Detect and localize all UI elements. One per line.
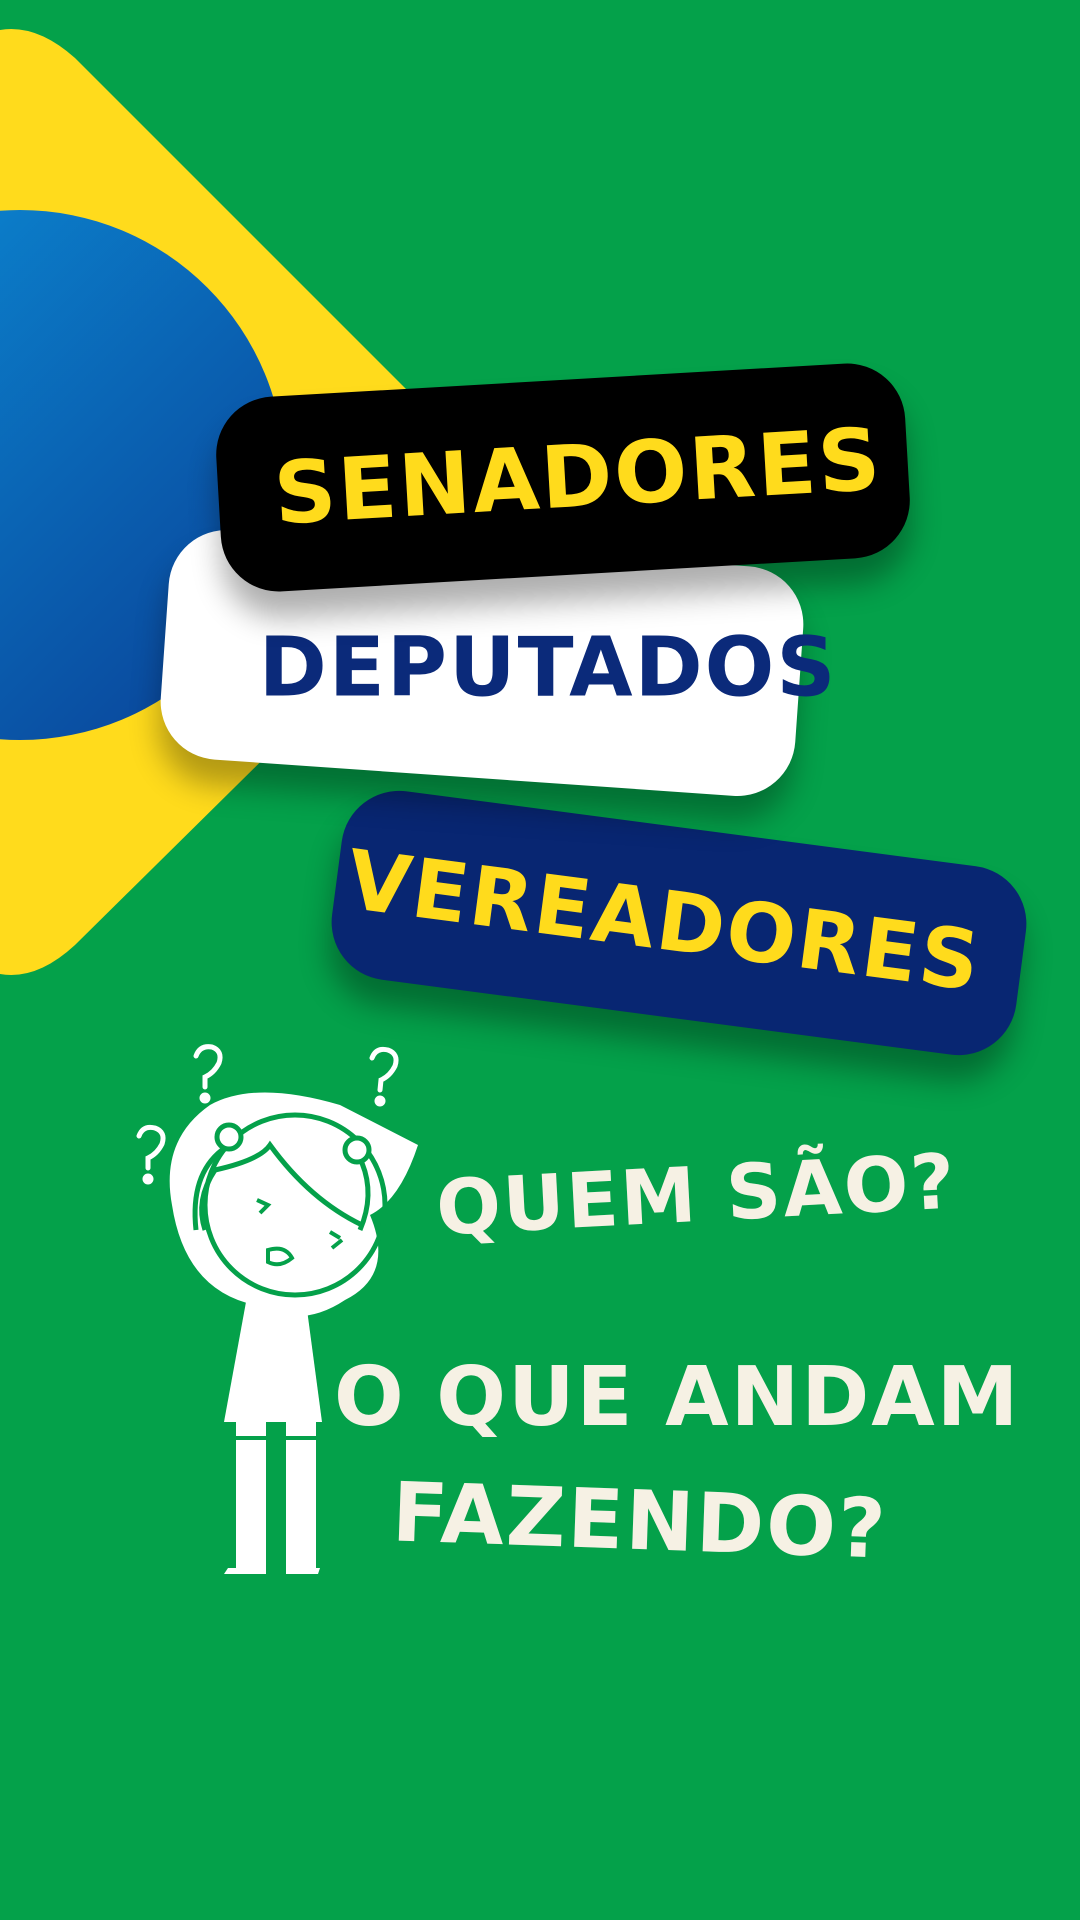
- person-head: [170, 1093, 418, 1317]
- senadores-label: SENADORES: [271, 409, 885, 545]
- person-body: [224, 1302, 322, 1574]
- vereadores-label: VEREADORES: [341, 832, 987, 1010]
- question-who-are-they: QUEM SÃO?: [434, 1136, 959, 1253]
- question-what-doing-line2: FAZENDO?: [390, 1465, 890, 1578]
- deputados-label: DEPUTADOS: [258, 620, 838, 716]
- question-what-doing-line1: O QUE ANDAM: [334, 1350, 1021, 1445]
